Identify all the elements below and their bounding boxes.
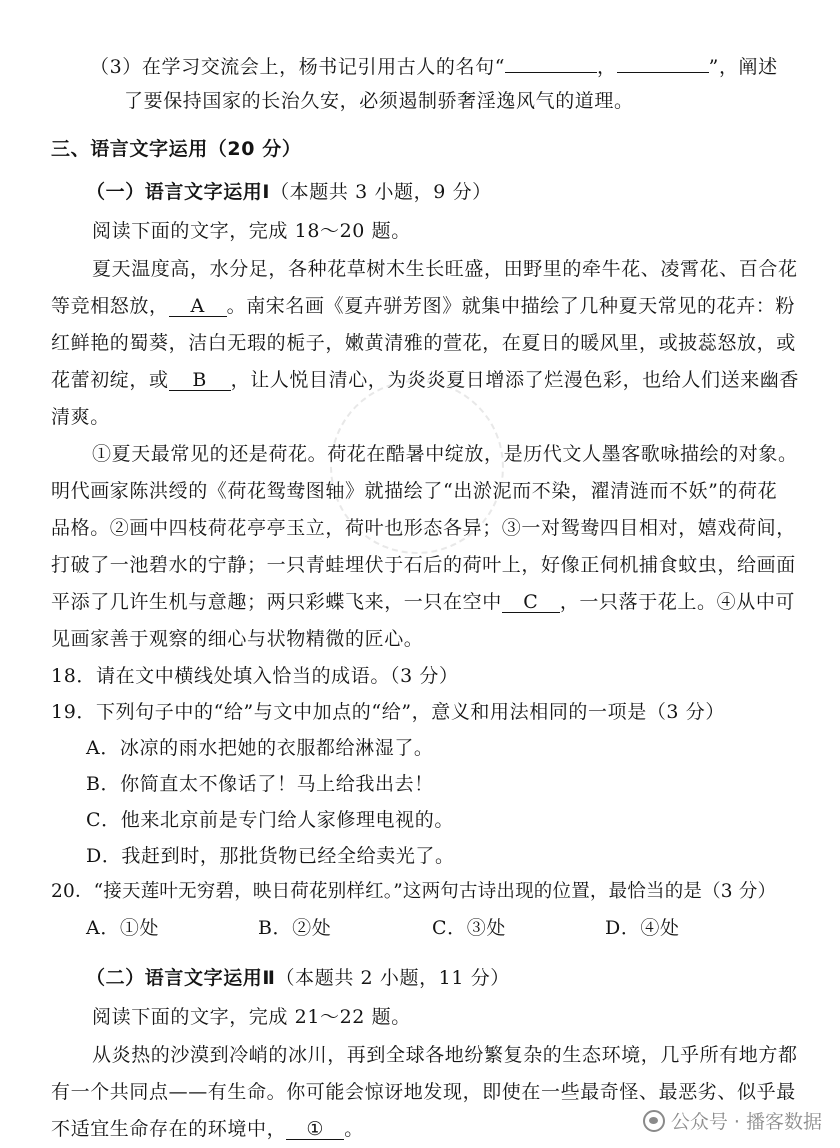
sub2-header	[86, 966, 510, 990]
question-19-option-c: C．他来北京前是专门给人家修理电视的。	[86, 809, 454, 831]
question-19-option-a: A．冰凉的雨水把她的衣服都给淋湿了。	[86, 737, 434, 759]
passage3-line3	[51, 1117, 364, 1141]
q17-part3-line1	[90, 50, 778, 79]
passage1-line2-a: 等竞相怒放，	[51, 295, 169, 317]
q17-comma: ，	[597, 56, 617, 78]
sub1-title: （一）语言文字运用Ⅰ	[86, 181, 271, 203]
passage2-line3: 品格。②画中四枝荷花亭亭玉立，荷叶也形态各异；③一对鸳鸯四目相对，嬉戏荷间，	[51, 517, 796, 539]
passage2-line5-b: ，一只落于花上。④从中可	[559, 591, 796, 613]
question-20-option-b: B．②处	[258, 917, 332, 939]
passage2-line2: 明代画家陈洪绶的《荷花鸳鸯图轴》就描绘了“出淤泥而不染，濯清涟而不妖”的荷花	[51, 480, 778, 502]
passage1-line4-a: 花蕾初绽，或	[51, 369, 169, 391]
sub2-info: （本题共 2 小题，11 分）	[275, 967, 510, 989]
sub1-header	[86, 180, 492, 204]
passage1-line2	[51, 294, 795, 318]
question-19-stem: 19．下列句子中的“给”与文中加点的“给”，意义和用法相同的一项是（3 分）	[51, 701, 725, 723]
sub2-instruction: 阅读下面的文字，完成 21～22 题。	[92, 1006, 411, 1028]
sub1-instruction: 阅读下面的文字，完成 18～20 题。	[92, 220, 411, 242]
q17-part3-line2: 了要保持国家的长治久安，必须遏制骄奢淫逸风气的道理。	[124, 90, 634, 112]
passage3-line3-a: 不适宜生命存在的环境中，	[51, 1118, 287, 1140]
blank-a-label: A	[190, 295, 205, 317]
passage1-line1: 夏天温度高，水分足，各种花草树木生长旺盛，田野里的牵牛花、凌霄花、百合花	[92, 258, 798, 280]
passage1-line5: 清爽。	[51, 406, 110, 428]
section3-heading: 三、语言文字运用（20 分）	[51, 138, 302, 160]
passage2-line5-a: 平添了几许生机与意趣；两只彩蝶飞来，一只在空中	[51, 591, 502, 613]
question-18: 18．请在文中横线处填入恰当的成语。（3 分）	[51, 665, 459, 687]
blank-a	[169, 294, 227, 317]
question-19-option-d: D．我赶到时，那批货物已经全给卖光了。	[86, 845, 455, 867]
watermark	[643, 1107, 822, 1134]
watermark-label: 公众号 · 播客数据	[670, 1111, 822, 1133]
q17-part3-prefix: （3）在学习交流会上，杨书记引用古人的名句“	[90, 56, 506, 78]
q17-blank-1	[505, 50, 597, 73]
passage3-line2: 有一个共同点——有生命。你可能会惊讶地发现，即使在一些最奇怪、最恶劣、似乎最	[51, 1081, 796, 1103]
passage3-line1: 从炎热的沙漠到冷峭的冰川，再到全球各地纷繁复杂的生态环境，几乎所有地方都	[92, 1044, 798, 1066]
sub2-title: （二）语言文字运用Ⅱ	[86, 967, 276, 989]
blank-b	[169, 368, 231, 391]
q17-part3-suffix: ”，阐述	[708, 56, 778, 78]
question-20-option-c: C．③处	[432, 917, 506, 939]
passage3-line3-b: 。	[344, 1118, 364, 1140]
question-20-option-a: A．①处	[86, 917, 160, 939]
blank-c-label: C	[523, 591, 539, 613]
sub1-info: （本题共 3 小题，9 分）	[270, 181, 492, 203]
wechat-icon	[643, 1110, 665, 1132]
passage2-line4: 打破了一池碧水的宁静；一只青蛙埋伏于石后的荷叶上，好像正伺机捕食蚊虫，给画面	[51, 554, 796, 576]
question-20-option-d: D．④处	[605, 917, 680, 939]
blank-1	[286, 1117, 344, 1140]
blank-b-label: B	[192, 369, 207, 391]
question-20-stem: 20．“接天莲叶无穷碧，映日荷花别样红。”这两句古诗出现的位置，最恰当的是（3 分）	[51, 881, 777, 902]
passage1-line4	[51, 368, 799, 392]
q17-blank-2	[617, 50, 709, 73]
passage1-line2-b: 。南宋名画《夏卉骈芳图》就集中描绘了几种夏天常见的花卉：粉	[226, 295, 796, 317]
blank-1-label: ①	[306, 1118, 325, 1140]
passage2-line5	[51, 590, 795, 614]
blank-c	[502, 590, 560, 613]
passage2-line1: ①夏天最常见的还是荷花。荷花在酷暑中绽放，是历代文人墨客歌咏描绘的对象。	[92, 443, 798, 465]
passage2-line6: 见画家善于观察的细心与状物精微的匠心。	[51, 628, 424, 650]
passage1-line4-b: ，让人悦目清心，为炎炎夏日增添了烂漫色彩，也给人们送来幽香	[230, 369, 800, 391]
passage1-line3: 红鲜艳的蜀葵，洁白无瑕的栀子，嫩黄清雅的萱花，在夏日的暖风里，或披蕊怒放，或	[51, 332, 796, 354]
question-19-option-b: B．你简直太不像话了！马上给我出去！	[86, 773, 434, 795]
